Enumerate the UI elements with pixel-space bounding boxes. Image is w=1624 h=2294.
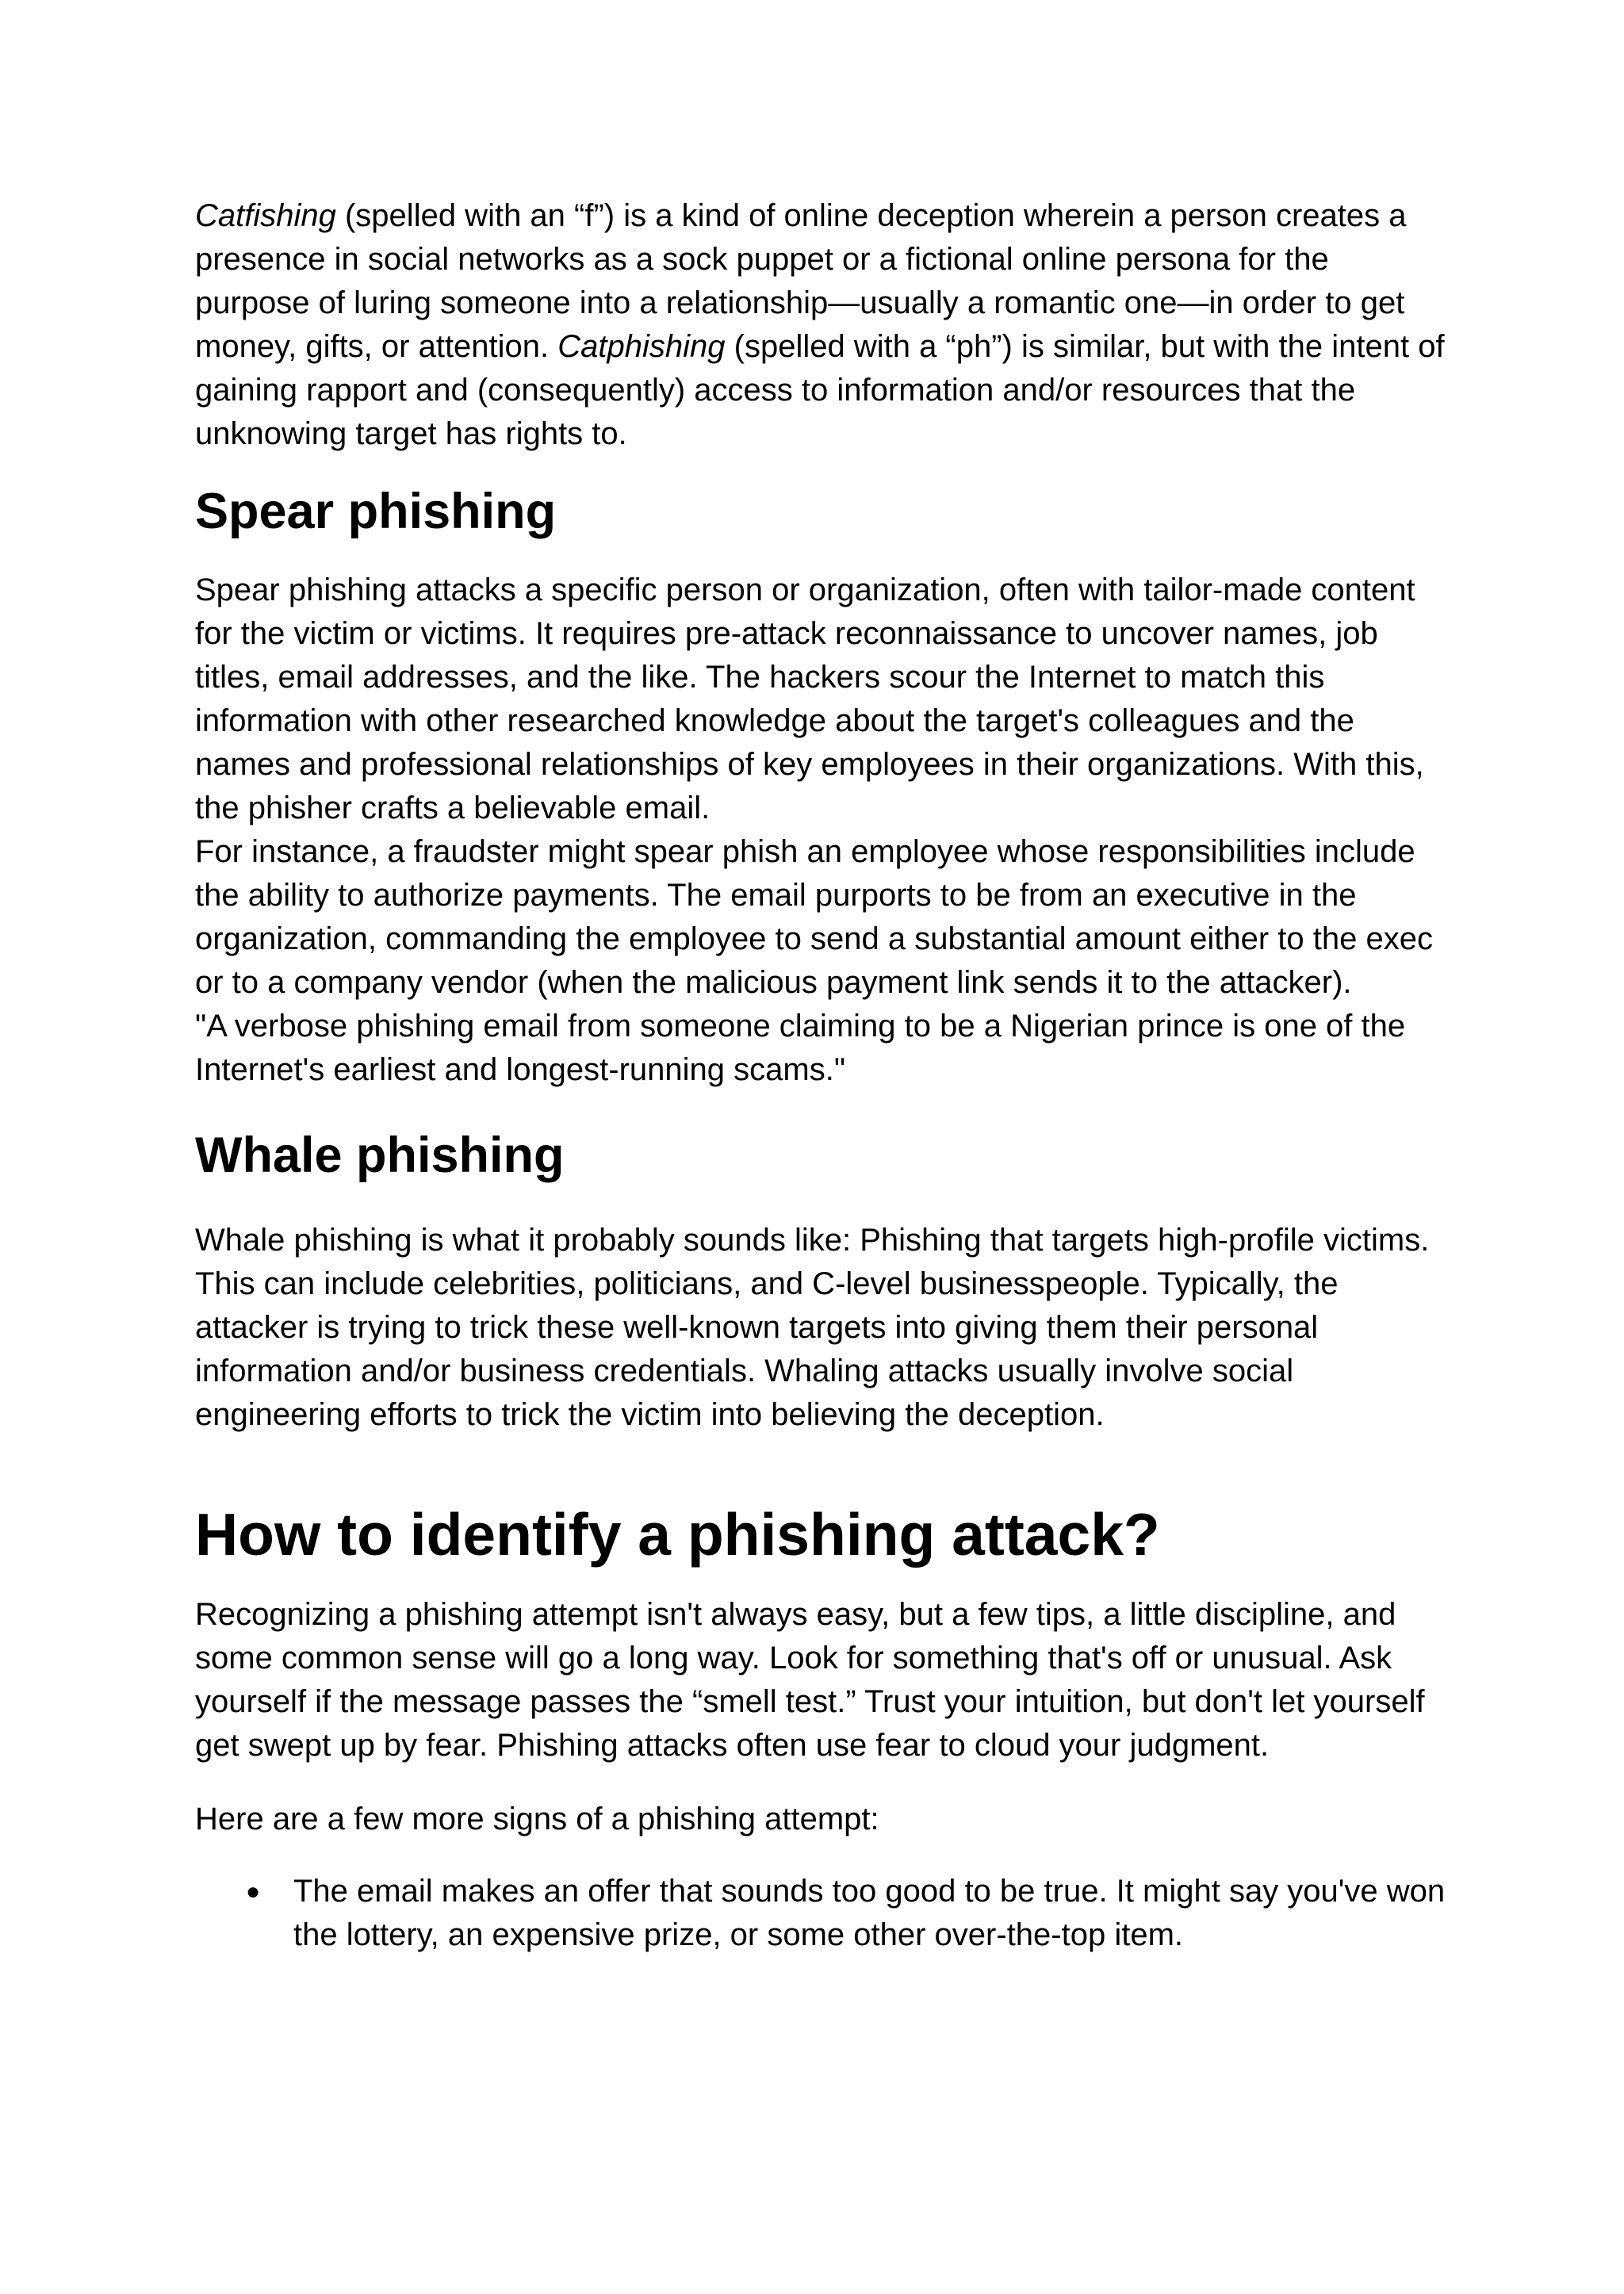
spear-paragraph-1: Spear phishing attacks a specific person or organization, often with tailor-made content for the victim or victims. It requires pre-attack reconnaissance to uncover names, job titles, email addresses, and the like. The hackers scour the Internet to match this information with other researched knowledge about the target's colleagues and the names and professional relationships of key employees in their organizations. With this, the phisher crafts a believable email.	[195, 573, 1424, 825]
whale-paragraph: Whale phishing is what it probably sounds like: Phishing that targets high-profile victims. This can include celebrities, politicians, and C-level businesspeople. Typically, the attacker is trying to trick these well-known targets into giving them their personal information and/or business credentials. Whaling attacks usually involve social engineering efforts to trick the victim into believing the deception.	[195, 1223, 1430, 1432]
spear-paragraph-2: For instance, a fraudster might spear phish an employee whose responsibilities include the ability to authorize payments. The email purports to be from an executive in the organization, commanding the employee to send a substantial amount either to the exec or to a company vendor (when the malicious payment link sends it to the attacker).	[195, 834, 1433, 1000]
catphishing-term: Catphishing	[557, 329, 726, 364]
spear-phishing-heading: Spear phishing	[195, 484, 557, 539]
catfishing-paragraph	[195, 194, 1448, 456]
bullet-icon: ●	[246, 1878, 261, 1905]
list-item	[195, 1870, 1448, 1957]
whale-phishing-heading: Whale phishing	[195, 1128, 565, 1183]
spear-quote: "A verbose phishing email from someone claiming to be a Nigerian prince is one of the Internet's earliest and longest-running scams."	[195, 1009, 1406, 1087]
signs-intro: Here are a few more signs of a phishing attempt:	[195, 1802, 879, 1836]
catphishing-text: (spelled with a “ph”) is similar, but with the intent of gaining rapport and (consequently) access to information and/or resources that the unknowing target has rights to.	[195, 329, 1445, 451]
list-item-text: The email makes an offer that sounds too good to be true. It might say you've won the lottery, an expensive prize, or some other over-the-top item.	[293, 1874, 1446, 1952]
signs-list	[195, 1870, 1448, 1957]
document-page	[195, 194, 1448, 1957]
identify-heading: How to identify a phishing attack?	[195, 1501, 1160, 1568]
identify-paragraph: Recognizing a phishing attempt isn't always easy, but a few tips, a little discipline, and some common sense will go a long way. Look for something that's off or unusual. Ask yourself if the message passes the “smell test.” Trust your intuition, but don't let yourself get swept up by fear. Phishing attacks often use fear to cloud your judgment.	[195, 1597, 1425, 1763]
catfishing-text: (spelled with an “f”) is a kind of online deception wherein a person creates a presence in social networks as a sock puppet or a fictional online persona for the purpose of luring someone into a relationship—usually a romantic one—in order to get money, gifts, or attention.	[195, 198, 1407, 364]
catfishing-term: Catfishing	[195, 198, 336, 233]
